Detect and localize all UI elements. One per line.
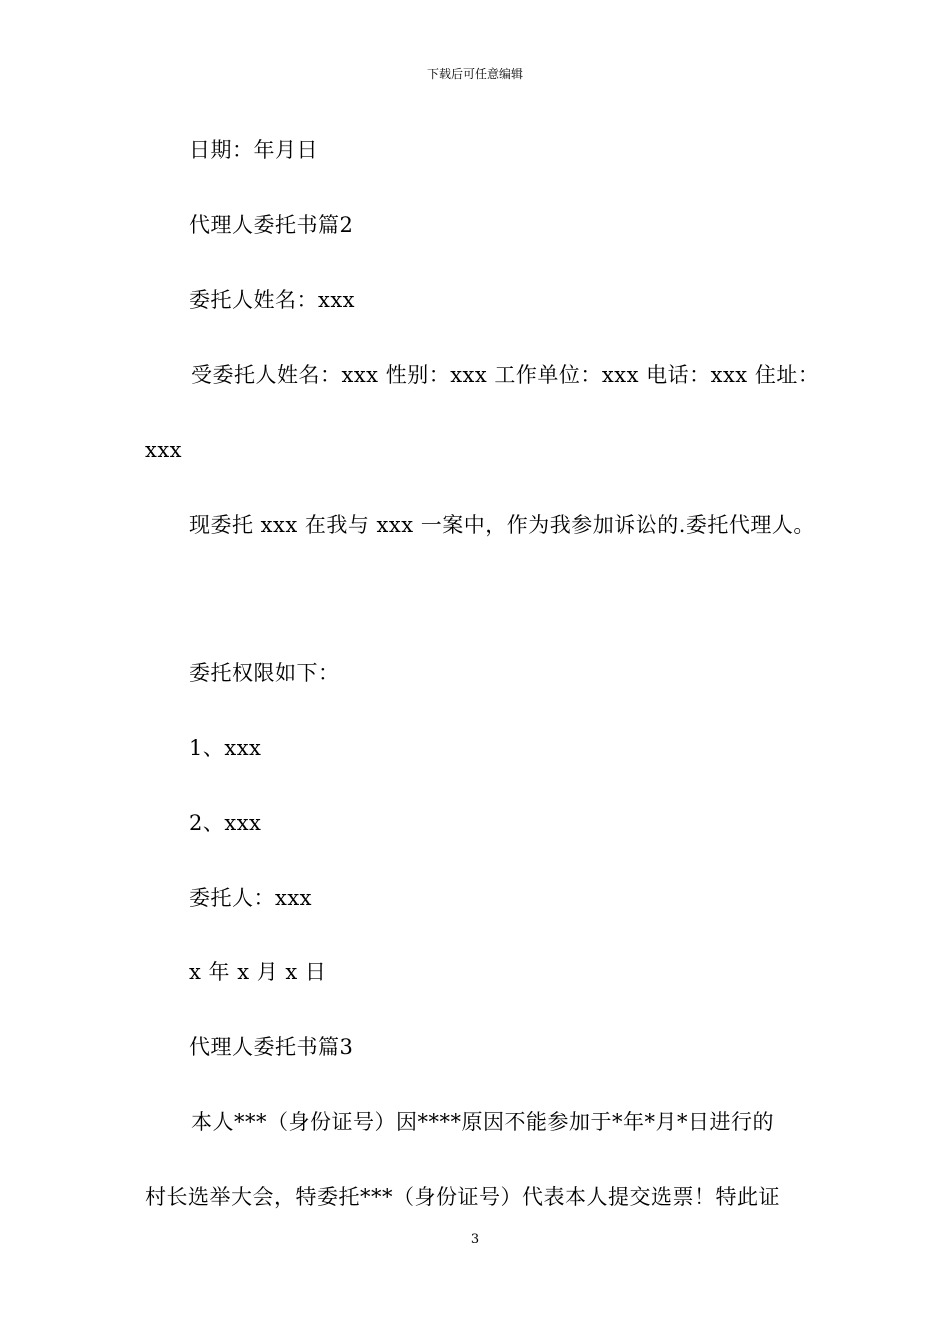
principal-signature-line: 委托人：xxx xyxy=(189,886,313,910)
agent-info-line: 受委托人姓名：xxx 性别：xxx 工作单位：xxx 电话：xxx 住址： xyxy=(191,363,820,387)
date-line: 日期：年月日 xyxy=(189,138,318,162)
signature-date: x 年 x 月 x 日 xyxy=(189,960,327,984)
principal-name-line: 委托人姓名：xxx xyxy=(189,288,356,312)
section3-paragraph-line-2: 村长选举大会，特委托***（身份证号）代表本人提交选票！特此证 xyxy=(145,1185,780,1209)
section-title-3: 代理人委托书篇3 xyxy=(189,1035,354,1059)
entrustment-statement: 现委托 xxx 在我与 xxx 一案中，作为我参加诉讼的.委托代理人。 xyxy=(189,513,815,537)
authority-item-2: 2、xxx xyxy=(189,811,262,835)
header-note: 下载后可任意编辑 xyxy=(426,67,523,81)
section-title-2: 代理人委托书篇2 xyxy=(189,213,354,237)
agent-address-value: xxx xyxy=(145,438,183,462)
section3-paragraph-line-1: 本人***（身份证号）因****原因不能参加于*年*月*日进行的 xyxy=(191,1110,774,1134)
authority-item-1: 1、xxx xyxy=(189,736,262,760)
page-number: 3 xyxy=(470,1232,480,1247)
authority-heading: 委托权限如下： xyxy=(189,661,340,685)
